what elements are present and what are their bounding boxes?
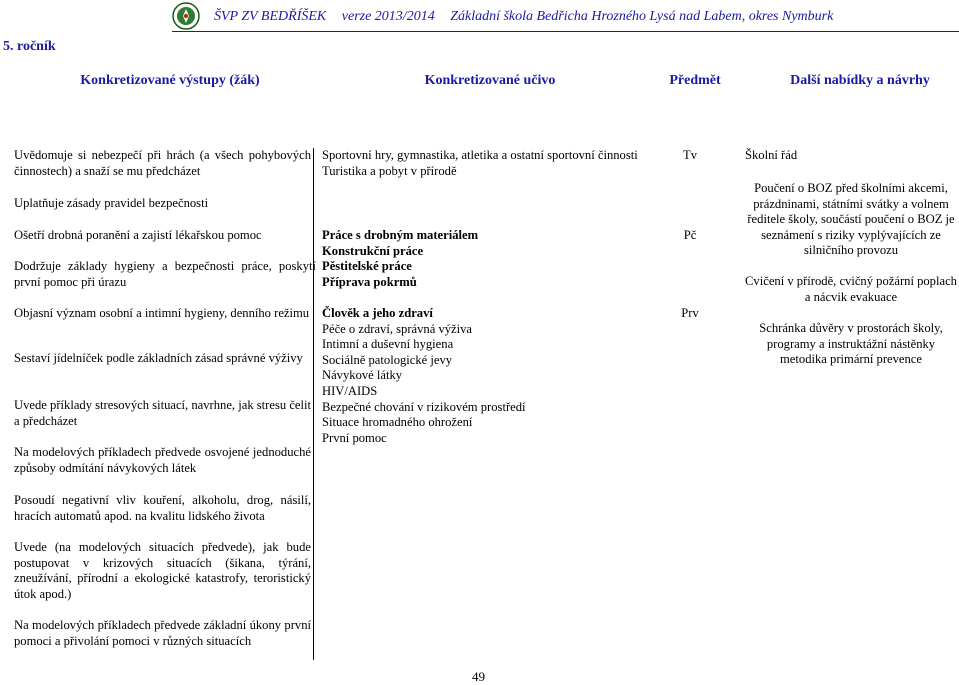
curriculum-item: Práce s drobným materiálem [322,228,479,242]
column-heading-subject: Předmět [669,73,721,88]
outcome-item: Posoudí negativní vliv kouření, alkoholu, drog, násilí, hracích automatů apod. na kvalitu lidského života [14,493,311,523]
outcome-item: Na modelových příkladech předvede osvojené jednoduché způsoby odmítání návykových látek [14,445,311,475]
curriculum-item: Sociálně patologické jevy [322,352,453,367]
column-heading-outcomes-text: Konkretizované výstupy (žák) [80,73,260,88]
column-heading-offers: Další nabídky a návrhy [790,73,930,88]
curriculum-item: Situace hromadného ohrožení [322,415,473,430]
curriculum-item: Intimní a duševní hygiena [322,337,454,352]
offer-item: Poučení o BOZ před školními akcemi, prázdninami, státními svátky a volnem ředitele školy, součástí poučení o BOZ je seznámení s riziky vyplývajících ze silničního provozu [747,181,955,258]
header-program: ŠVP ZV BEDŘÍŠEK [214,9,327,24]
outcome-item: Na modelových příkladech předvede základní úkony první pomoci a přivolání pomoci v různých situacích [14,618,311,648]
grade-title: 5. ročník [3,39,56,54]
curriculum-item: Bezpečné chování v rizikovém prostředí [322,399,526,414]
offer-item: Cvičení v přírodě, cvičný požární poplach a nácvik evakuace [745,274,957,304]
offer-item: Schránka důvěry v prostorách školy, programy a instruktážní nástěnky metodika primární prevence [759,321,943,367]
outcome-item: Sestaví jídelníček podle základních zásad správné výživy [14,351,303,365]
curriculum-item: HIV/AIDS [322,383,378,398]
subject-pc: Pč [683,228,697,242]
column-heading-outcomes [70,72,270,89]
subject-tv: Tv [683,148,697,162]
subject-prv: Prv [681,306,699,320]
curriculum-item: Návykové látky [322,368,403,383]
outcome-item: Uvede (na modelových situacích předvede), jak bude postupovat v krizových situacích (šikana, týrání, zneužívání, přírodní a ekologické katastrofy, teroristický útok apod.) [14,540,311,601]
outcome-item: Uplatňuje zásady pravidel bezpečnosti [14,196,209,210]
curriculum-block-title: Člověk a jeho zdraví [322,306,433,320]
school-emblem-icon [172,2,200,30]
curriculum-item: Příprava pokrmů [322,274,417,289]
curriculum-item: Pěstitelské práce [322,259,412,274]
outcome-item: Ošetří drobná poranění a zajistí lékařskou pomoc [14,228,262,242]
column-heading-curriculum: Konkretizované učivo [424,73,556,88]
curriculum-item: Turistika a pobyt v přírodě [322,163,457,178]
outcome-item: Dodržuje základy hygieny a bezpečnosti práce, poskytí první pomoc při úrazu [14,259,316,289]
page-number: 49 [472,669,485,684]
curriculum-block-work [322,228,640,290]
column-separator [313,148,314,660]
curriculum-item: Sportovní hry, gymnastika, atletika a ostatní sportovní činnosti [322,148,638,162]
outcome-item: Uvede příklady stresových situací, navrhne, jak stresu čelit a předcházet [14,398,311,428]
curriculum-item: Konstrukční práce [322,243,424,258]
offer-item: Školní řád [745,148,798,162]
header-divider [172,31,959,32]
curriculum-item: Péče o zdraví, správná výživa [322,321,473,336]
page-header [214,9,845,25]
header-school: Základní škola Bedřicha Hrozného Lysá nad Labem, okres Nymburk [450,9,834,24]
curriculum-item: První pomoc [322,430,387,445]
outcome-item: Uvědomuje si nebezpečí při hrách (a všech pohybových činnostech) a snaží se mu předcházet [14,148,311,178]
header-version: verze 2013/2014 [341,9,435,24]
curriculum-block-health [322,306,640,446]
outcome-item: Objasní význam osobní a intimní hygieny, denního režimu [14,306,310,320]
curriculum-block-sport [322,148,640,179]
